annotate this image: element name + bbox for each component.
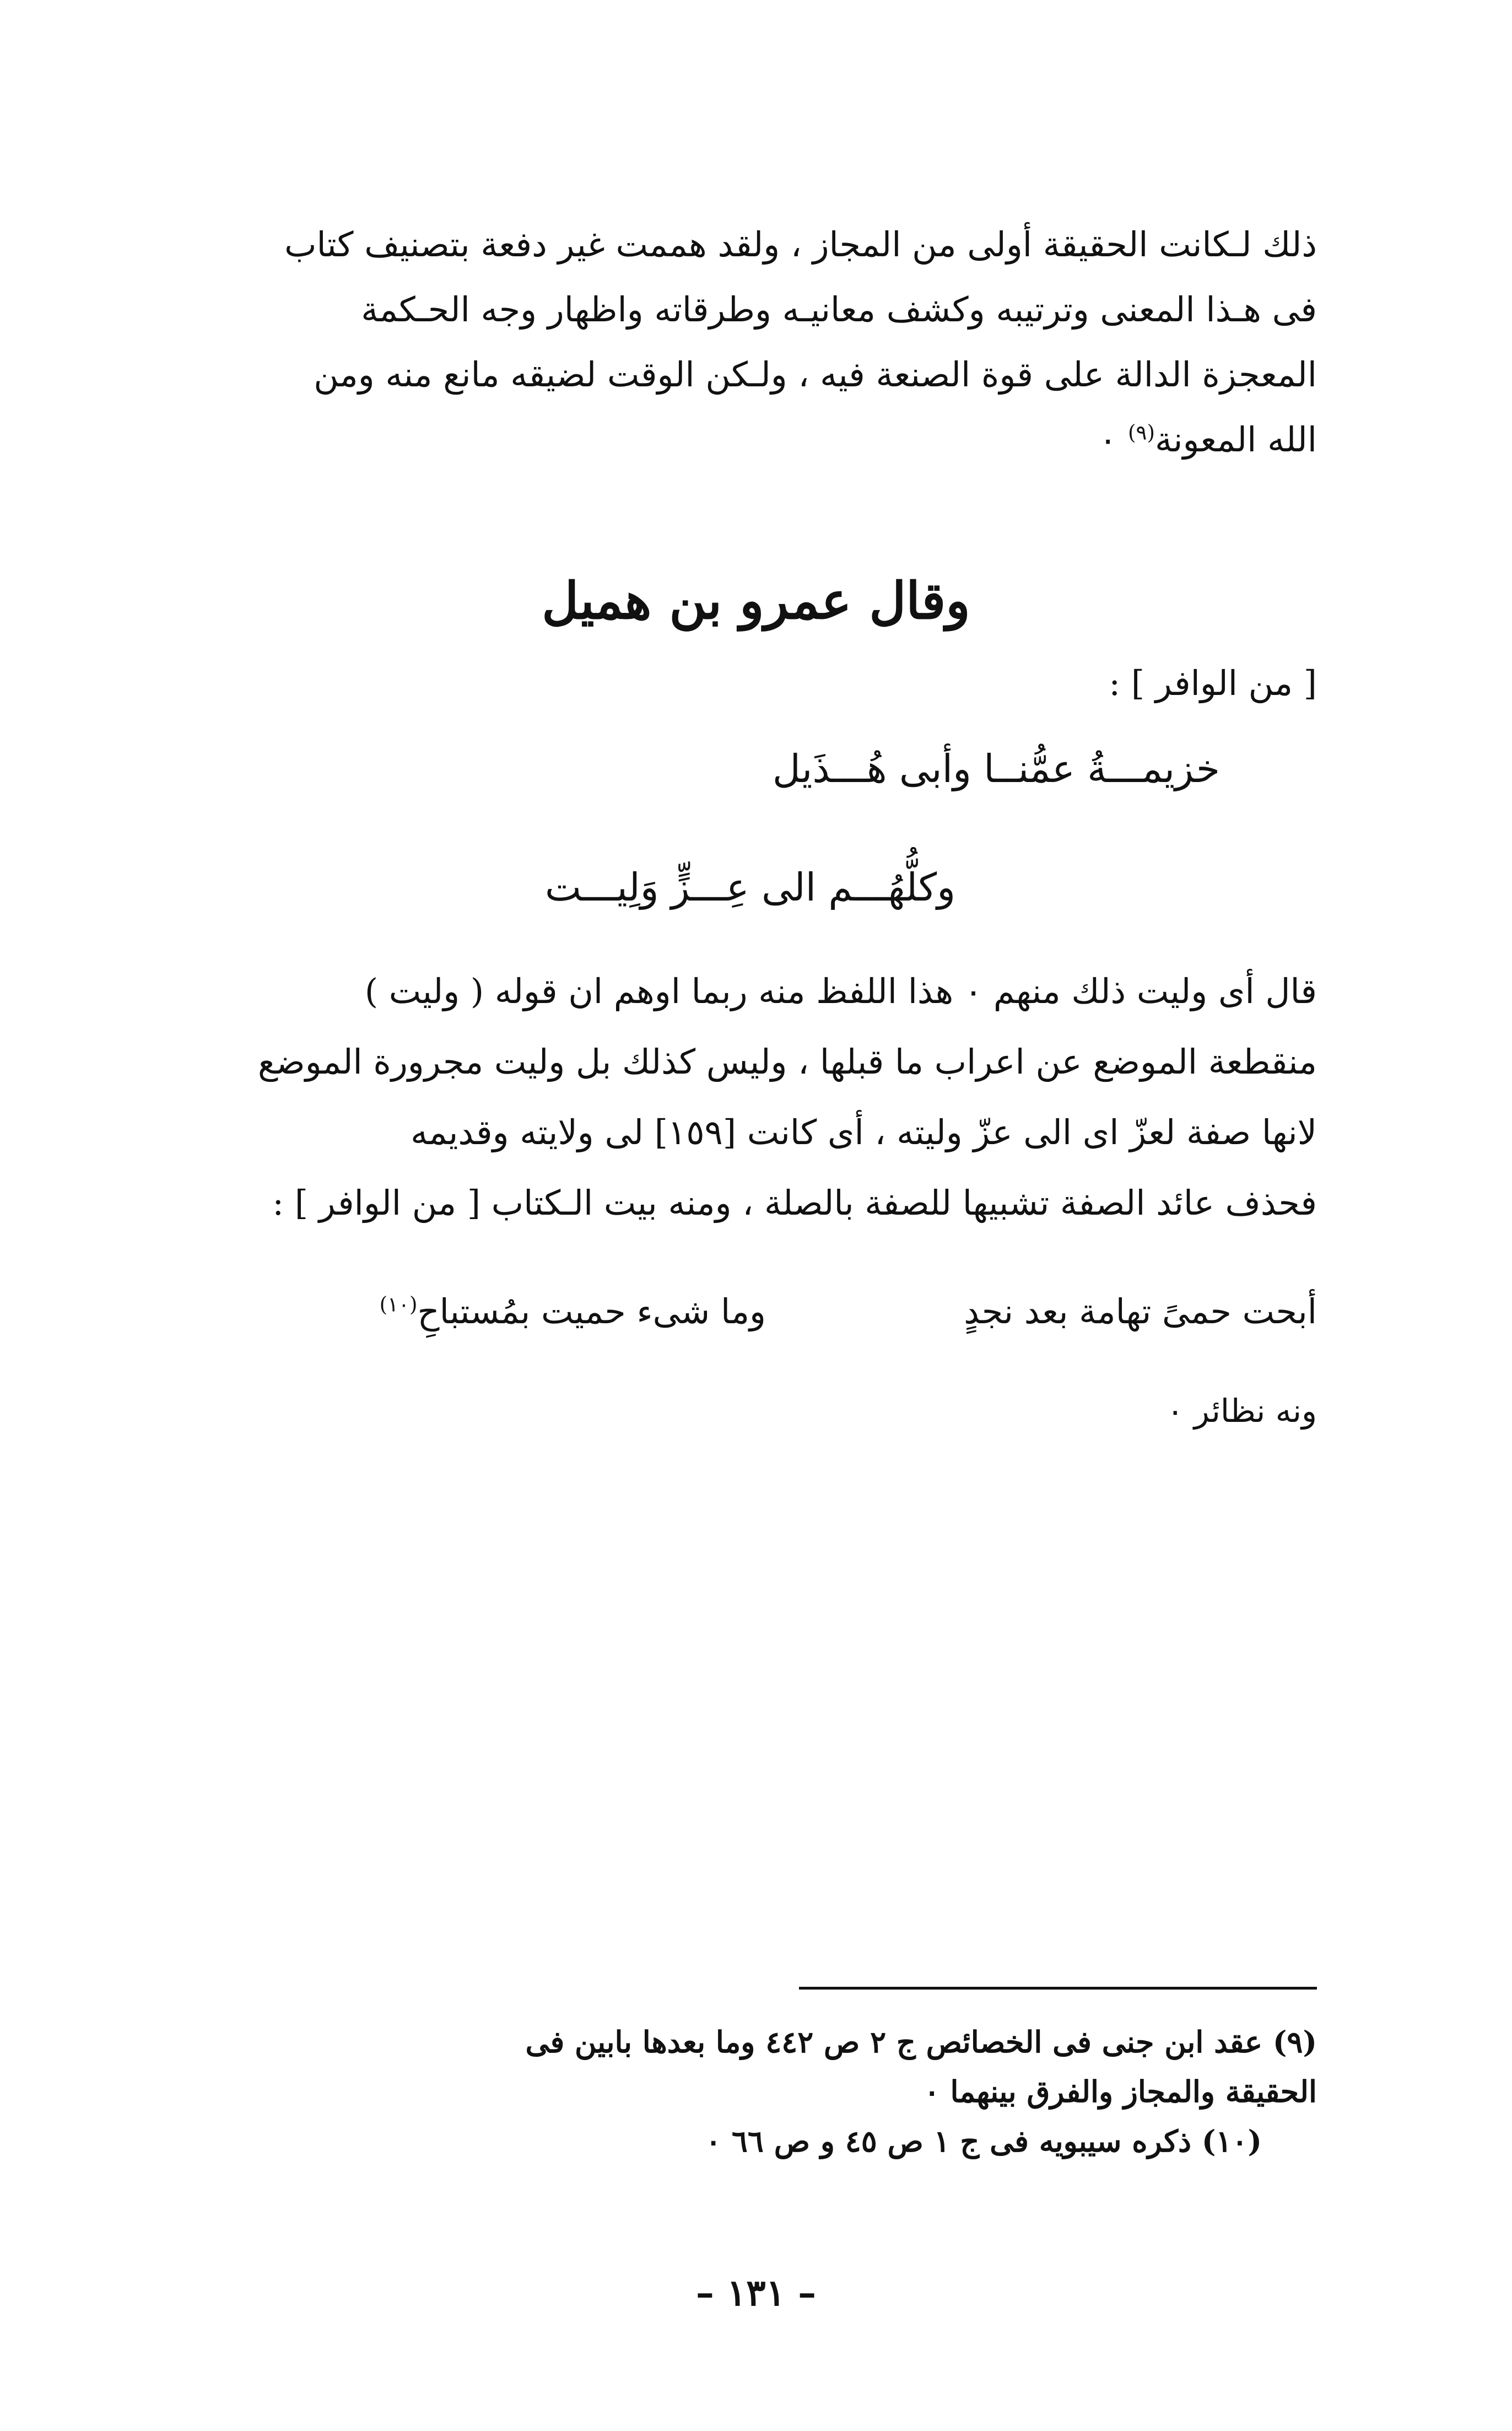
paragraph-line: المعجزة الدالة على قوة الصنعة فيه ، ولـكن الوقت لضيقه مانع منه ومن <box>314 354 1317 395</box>
second-hemistich-text: وما شىء حميت بمُستباحِ <box>417 1291 766 1332</box>
paragraph-line: فحذف عائد الصفة تشبيها للصفة بالصلة ، ومنه بيت الـكتاب [ من الوافر ] : <box>272 1183 1317 1223</box>
meter-label: [ من الوافر ] : <box>1109 663 1317 703</box>
opening-paragraph <box>193 212 1317 472</box>
section-heading: وقال عمرو بن هميل <box>542 571 970 630</box>
footnote-ref-10: (١٠) <box>379 1292 418 1317</box>
footnote-9-line: الحقيقة والمجاز والفرق بينهما ٠ <box>924 2074 1317 2109</box>
paragraph-line: ذلك لـكانت الحقيقة أولى من المجاز ، ولقد هممت غير دفعة بتصنيف كتاب <box>284 224 1317 265</box>
paragraph-end-mark: ٠ <box>1098 419 1128 460</box>
paragraph-line-text: الله المعونة <box>1155 419 1317 460</box>
page-number: – ١٣١ – <box>695 2271 817 2314</box>
paragraph-line: قال أى وليت ذلك منهم ٠ هذا اللفظ منه ربما اوهم ان قوله ( وليت ) <box>364 971 1317 1011</box>
footnote-9-line: (٩) عقد ابن جنى فى الخصائص ج ٢ ص ٤٤٢ وما بعدها بابين فى <box>525 2024 1317 2060</box>
verse-line-2: وكلُّهُـــم الى عِـــزٍّ وَلِيـــت <box>545 865 955 910</box>
paragraph-line: منقطعة الموضع عن اعراب ما قبلها ، وليس كذلك بل وليت مجرورة الموضع <box>258 1042 1317 1082</box>
footnotes <box>193 2017 1317 2166</box>
footnote-ref-9: (٩) <box>1127 420 1155 445</box>
commentary-paragraph <box>193 956 1317 1238</box>
paragraph-last-line <box>193 407 1317 472</box>
footnote-10-line: (١٠) ذكره سيبويه فى ج ١ ص ٤٥ و ص ٦٦ ٠ <box>705 2123 1262 2159</box>
paragraph-line: لانها صفة لعزّ اى الى عزّ وليته ، أى كانت [١٥٩] لى ولايته وقديمه <box>411 1112 1317 1152</box>
paragraph-line: فى هـذا المعنى وترتيبه وكشف معانيـه وطرقاته واظهار وجه الحـكمة <box>361 289 1317 330</box>
second-hemistich <box>380 1281 766 1342</box>
footnote-separator <box>799 1987 1317 1990</box>
first-hemistich: أبحت حمىً تهامة بعد نجدٍ <box>964 1291 1317 1332</box>
verse-line-1: خزيمـــةُ عمُّنــا وأبى هُـــذَيل <box>772 746 1220 791</box>
closing-line: ونه نظائر ٠ <box>1167 1392 1317 1430</box>
